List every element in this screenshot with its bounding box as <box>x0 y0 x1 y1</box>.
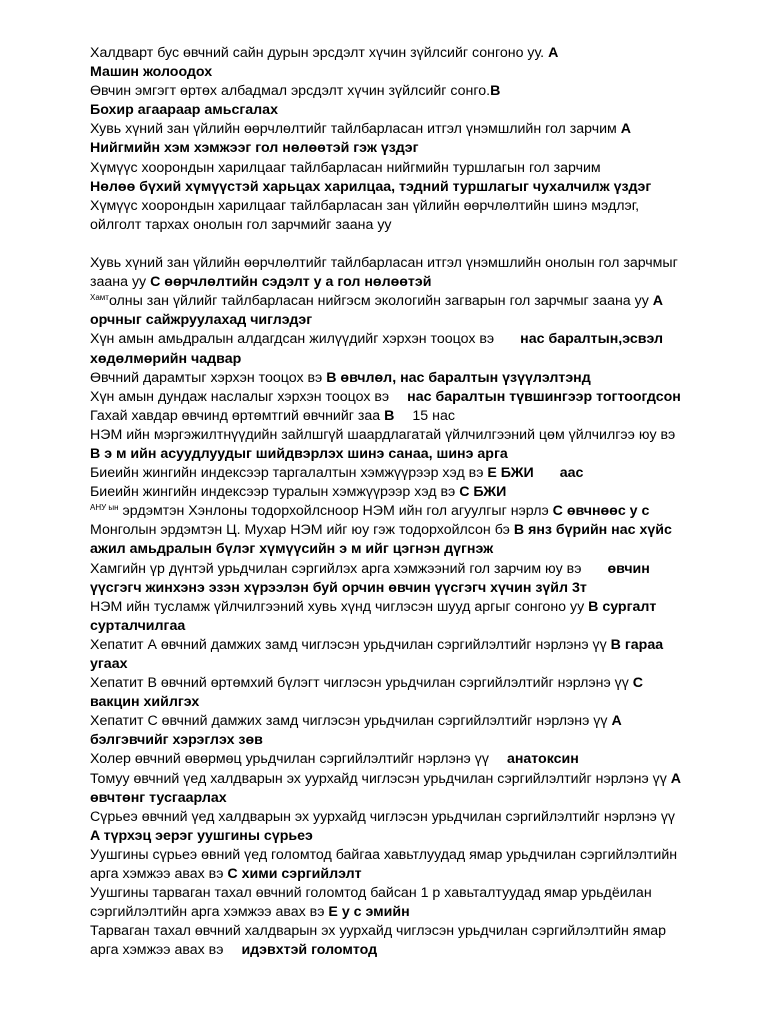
answer-line <box>90 311 730 330</box>
question-line <box>90 808 730 827</box>
answer-text: аас <box>559 465 584 482</box>
question-text: Монголын эрдэмтэн Ц. Мухар НЭМ ийг юу гэж тодорхойлсон бэ <box>90 522 510 539</box>
question-line <box>90 598 730 617</box>
question-line <box>90 750 730 769</box>
answer-line <box>90 63 730 82</box>
question-line <box>90 273 730 292</box>
answer-text: өвчтөнг тусгаарлах <box>90 789 227 806</box>
question-text: Хамгийн үр дүнтэй урьдчилан сэргийлэх арга хэмжээний гол зарчим юу вэ <box>90 560 582 577</box>
answer-text: B янз бүрийн нас хүйс <box>513 522 672 539</box>
question-text: Сүрьеэ өвчний үед халдварын эх уурхайд чиглэсэн урьдчилан сэргийлэлтийг нэрлэнэ үү <box>90 808 676 825</box>
answer-text: A <box>620 121 632 138</box>
answer-text: B өвчлөл, нас баралтын үзүүлэлтэнд <box>326 369 591 386</box>
answer-text: B э м ийн асуудлуудыг шийдвэрлэх шинэ санаа, шинэ арга <box>90 445 508 462</box>
question-text: эрдэмтэн Хэнлоны тодорхойлсноор НЭМ ийн гол агуулгыг нэрлэ <box>122 503 549 520</box>
answer-text: вакцин хийлгэх <box>90 694 200 711</box>
question-line <box>90 483 730 502</box>
answer-text: A түрхэц эерэг уушгины сүрьеэ <box>90 827 313 844</box>
question-text: Хүн амын амьдралын алдагдсан жилүүдийг хэрхэн тооцох вэ <box>90 331 495 348</box>
answer-line <box>90 617 730 636</box>
answer-text: B <box>490 83 501 100</box>
question-line <box>90 865 730 884</box>
answer-text: анатоксин <box>506 751 579 768</box>
question-line <box>90 636 730 655</box>
answer-text: E у с эмийн <box>328 904 410 921</box>
question-text: олны зан үйлийг тайлбарласан нийгэсм экологийн загварын гол зарчмыг заана уу <box>108 293 649 310</box>
answer-text: хөдөлмөрийн чадвар <box>90 350 242 367</box>
answer-text: C хими сэргийлэлт <box>227 866 362 883</box>
question-text: Хепатит С өвчний дамжих замд чиглэсэн урьдчилан сэргийлэлтийг нэрлэнэ үү <box>90 713 608 730</box>
question-line <box>90 560 730 579</box>
question-text: ойлголт тархах онолын гол зарчмийг заана уу <box>90 216 392 233</box>
question-line <box>90 770 730 789</box>
answer-text: E БЖИ <box>487 465 534 482</box>
question-text: Өвчин эмгэгт өртөх албадмал эрсдэлт хүчин зүйлсийг сонго. <box>90 83 491 100</box>
question-text: Халдварт бус өвчний сайн дурын эрсдэлт хүчин зүйлсийг сонгоно уу. <box>90 45 545 61</box>
answer-line <box>90 827 730 846</box>
answer-line <box>90 139 730 158</box>
answer-line <box>90 789 730 808</box>
question-line <box>90 254 730 273</box>
answer-text: Нийгмийн хэм хэмжээг гол нөлөөтэй гэж үздэг <box>90 140 419 157</box>
question-line <box>90 426 730 445</box>
question-line <box>90 159 730 178</box>
question-line <box>90 292 730 311</box>
answer-text: орчныг сайжруулахад чиглэдэг <box>90 312 313 329</box>
answer-text: A <box>548 45 559 61</box>
question-text: заана уу <box>90 274 147 291</box>
answer-text: Нөлөө бүхий хүмүүстэй харьцах харилцаа, тэдний туршлагыг чухалчилж үздэг <box>90 178 652 195</box>
answer-text: B гараа <box>610 636 664 653</box>
answer-line <box>90 579 730 598</box>
question-text: Хепатит А өвчний дамжих замд чиглэсэн урьдчилан сэргийлэлтийг нэрлэнэ үү <box>90 636 607 653</box>
question-text: Хувь хүний зан үйлийн өөрчлөлтийг тайлбарласан итгэл үнэмшлийн онолын гол зарчмыг <box>90 255 678 272</box>
question-line <box>90 903 730 922</box>
note-text: 15 нас <box>412 407 455 424</box>
answer-line <box>90 350 730 369</box>
answer-line <box>90 655 730 674</box>
superscript-text: Хамт <box>90 293 109 303</box>
answer-text: идэвхтэй голомтод <box>241 942 378 959</box>
superscript-text: АНУ ын <box>90 503 119 513</box>
question-line <box>90 941 730 960</box>
question-text: Хүмүүс хоорондын харилцааг тайлбарласан зан үйлийн өөрчлөлтийн шинэ мэдлэг, <box>90 197 640 214</box>
answer-text: ажил амьдралын бүлэг хүмүүсийн э м ийг цэгнэн дүгнэж <box>90 541 494 558</box>
question-text: Өвчний дарамтыг хэрхэн тооцох вэ <box>90 369 323 386</box>
question-line <box>90 674 730 693</box>
question-text: Биеийн жингийн индексээр туралын хэмжүүрээр хэд вэ <box>90 484 456 501</box>
question-line <box>90 884 730 903</box>
question-line <box>90 82 730 101</box>
question-text: арга хэмжээ авах вэ <box>90 942 224 959</box>
question-text: Хүмүүс хоорондын харилцааг тайлбарласан нийгмийн туршлагын гол зарчим <box>90 159 601 176</box>
question-text: Томуу өвчний үед халдварын эх уурхайд чиглэсэн урьдчилан сэргийлэлтийг нэрлэнэ үү <box>90 770 667 787</box>
answer-text: үүсгэгч жинхэнэ эзэн хүрээлэн буй орчин өвчин үүсгэгч хүчин зүйл 3т <box>90 579 587 596</box>
answer-text: C БЖИ <box>459 484 507 501</box>
question-line <box>90 120 730 139</box>
answer-line <box>90 101 730 120</box>
answer-text: Машин жолоодох <box>90 64 213 81</box>
question-line <box>90 712 730 731</box>
blank-line <box>90 235 730 254</box>
answer-line <box>90 731 730 750</box>
answer-text: A <box>611 713 622 730</box>
question-line <box>90 502 730 521</box>
question-line <box>90 922 730 941</box>
answer-line <box>90 693 730 712</box>
question-line <box>90 197 730 216</box>
question-text: НЭМ ийн тусламж үйлчилгээний хувь хүнд чиглэсэн шууд аргыг сонгоно уу <box>90 598 585 615</box>
answer-line <box>90 178 730 197</box>
question-text: Уушгины тарваган тахал өвчний голомтод байсан 1 р хавьталтуудад ямар урьдёилан <box>90 885 652 902</box>
question-text: Холер өвчний өвөрмөц урьдчилан сэргийлэлтийг нэрлэнэ үү <box>90 751 489 768</box>
answer-text: A <box>670 770 682 787</box>
question-line <box>90 44 730 63</box>
question-text: Хепатит В өвчний өртөмхий бүлэгт чиглэсэн урьдчилан сэргийлэлтийг нэрлэнэ үү <box>90 675 629 692</box>
answer-text: нас баралтын,эсвэл <box>520 331 664 348</box>
answer-text: угаах <box>90 656 128 672</box>
answer-text: B сургалт <box>588 598 657 615</box>
question-text: сэргийлэлтийн арга хэмжээ авах вэ <box>90 904 325 921</box>
question-text: Хувь хүний зан үйлийн өөрчлөлтийг тайлбарласан итгэл үнэмшлийн гол зарчим <box>90 121 617 138</box>
answer-line <box>90 540 730 559</box>
question-text: Биеийн жингийн индексээр таргалалтын хэмжүүрээр хэд вэ <box>90 465 484 482</box>
question-text: арга хэмжээ авах вэ <box>90 866 224 883</box>
answer-text: C өвчнөөс у с <box>552 503 650 520</box>
answer-text: бэлгэвчийг хэрэглэх зөв <box>90 732 263 749</box>
answer-text: B <box>384 407 395 424</box>
question-text: Хүн амын дундаж наслалыг хэрхэн тооцох вэ <box>90 388 390 405</box>
answer-line <box>90 445 730 464</box>
question-text: Уушгины сүрьеэ өвний үед голомтод байгаа хавьтлуудад ямар урьдчилан сэргийлэлтийн <box>90 846 678 863</box>
question-text: Тарваган тахал өвчний халдварын эх уурхайд чиглэсэн урьдчилан сэргийлэлтийн ямар <box>90 923 667 940</box>
answer-text: C өөрчлөлтийн сэдэлт у а гол нөлөөтэй <box>150 274 432 291</box>
answer-text: A <box>652 293 664 310</box>
question-line <box>90 388 730 407</box>
answer-text: сурталчилгаа <box>90 617 186 634</box>
question-line <box>90 216 730 235</box>
question-text: Гахай хавдар өвчинд өртөмтгий өвчнийг заа <box>90 407 381 424</box>
answer-text: Бохир агаараар амьсгалах <box>90 102 278 119</box>
answer-text: өвчин <box>607 560 650 577</box>
question-line <box>90 521 730 540</box>
question-line <box>90 407 730 426</box>
question-line <box>90 369 730 388</box>
question-text: НЭМ ийн мэргэжилтнүүдийн зайлшгүй шаардлагатай үйлчилгээний цөм үйлчилгээ юу вэ <box>90 426 676 443</box>
question-line <box>90 846 730 865</box>
answer-text: нас баралтын түвшингээр тогтоогдсон <box>407 388 681 405</box>
question-line <box>90 464 730 483</box>
answer-text: C <box>632 675 644 692</box>
question-line <box>90 330 730 349</box>
